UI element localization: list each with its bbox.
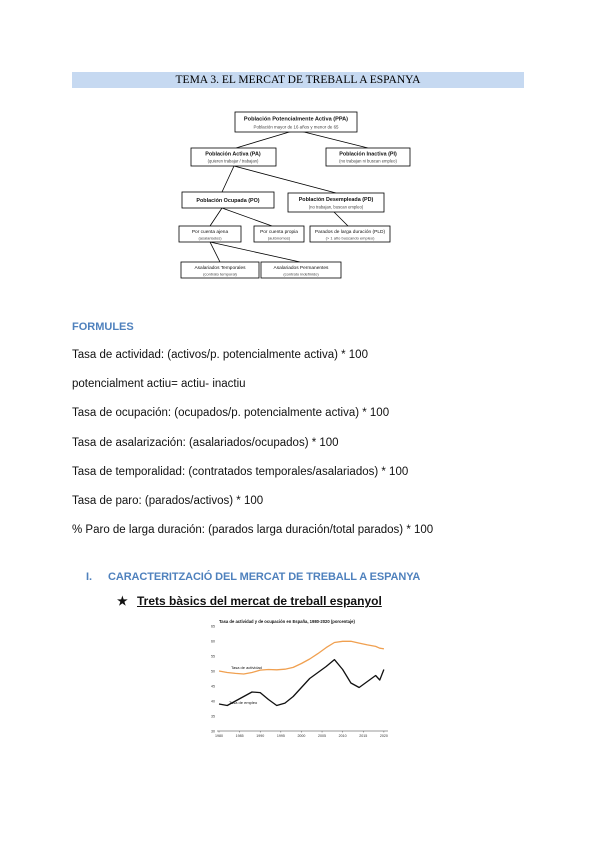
sub-cuenta-ajena: (asalariados) [198,235,222,241]
x-tick-label: 1990 [256,734,265,738]
sub-ppa: Población mayor de 16 años y menor de 65 [253,124,339,130]
page-title: TEMA 3. EL MERCAT DE TREBALL A ESPANYA [72,72,524,88]
x-tick-label: 1985 [235,734,244,738]
connector-ppa-pa [236,130,296,148]
y-tick-label: 45 [211,684,215,689]
x-tick-label: 2000 [297,734,306,738]
connector-pd-pld [334,212,348,226]
y-tick-label: 60 [211,639,215,644]
label-pa: Población Activa (PA) [205,151,261,158]
x-tick-label: 1995 [276,734,285,738]
formula-line: % Paro de larga duración: (parados larga duración/total parados) * 100 [72,524,434,536]
series-label-actividad: Tasa de actividad [231,665,262,670]
x-tick-label: 1980 [215,734,223,738]
formula-line: Tasa de actividad: (activos/p. potencialmente activa) * 100 [72,349,368,361]
connector-ajena-perm [210,242,300,262]
connector-ppa-pi [296,130,368,148]
y-tick-label: 65 [211,624,215,629]
population-diagram [0,0,600,300]
connector-po-ajena [210,208,222,226]
label-pi: Población Inactiva (PI) [339,151,397,158]
sub-pa: (quieren trabajar / trabajan) [207,158,259,164]
sub-pld: (> 1 año buscando empleo) [325,235,375,241]
formula-line: Tasa de asalarización: (asalariados/ocupados) * 100 [72,437,339,449]
formula-line: Tasa de temporalidad: (contratados temporales/asalariados) * 100 [72,466,409,478]
series-label-empleo: Tasa de empleo [229,700,258,705]
connector-ajena-temp [210,242,220,262]
connector-po-propia [222,208,272,226]
y-tick-label: 55 [211,654,215,659]
x-tick-label: 2005 [318,734,327,738]
section-heading [86,571,420,583]
subsection-title: Trets bàsics del mercat de treball espanyol [137,594,382,608]
sub-permanentes: (contrato indefinido) [283,271,319,277]
label-cuenta-ajena: Por cuenta ajena [191,230,229,235]
x-tick-label: 2015 [359,734,368,738]
y-tick-label: 40 [211,699,215,704]
chart-title: Tasa de actividad y de ocupación en España, 1980-2020 (porcentaje) [219,619,355,624]
star-bullet-icon: ★ [117,594,128,608]
formula-line: Tasa de ocupación: (ocupados/p. potencialmente activa) * 100 [72,407,390,419]
y-tick-label: 30 [211,729,215,734]
sub-pi: (no trabajan ni buscan empleo) [339,158,397,164]
sub-temporales: (contrato temporal) [203,271,237,277]
formula-line: potencialment actiu= actiu- inactiu [72,378,246,390]
label-pld: Parados de larga duración (PLD) [314,230,386,235]
connector-pa-po [222,166,234,192]
section-number: I. [86,571,92,583]
x-tick-label: 2010 [338,734,347,738]
label-pd: Población Desempleada (PD) [298,197,374,203]
section-title: CARACTERITZACIÓ DEL MERCAT DE TREBALL A ESPANYA [108,571,421,583]
subsection-heading [117,594,382,608]
label-permanentes: Asalariados Permanentes [273,266,329,271]
label-temporales: Asalariados Temporales [194,266,246,271]
formules-heading: FORMULES [72,321,134,333]
y-tick-label: 50 [211,669,215,674]
label-cuenta-propia: Por cuenta propia [260,230,298,235]
x-tick-label: 2020 [379,734,388,738]
sub-cuenta-propia: (autónomos) [267,235,291,241]
label-ppa: Población Potencialmente Activa (PPA) [243,116,349,123]
label-po: Población Ocupada (PO) [196,198,260,204]
y-tick-label: 35 [211,714,215,719]
activity-employment-chart [205,614,395,742]
connector-pa-pd [234,166,336,193]
formula-line: Tasa de paro: (parados/activos) * 100 [72,495,264,507]
sub-pd: (no trabajan, buscan empleo) [308,204,364,210]
